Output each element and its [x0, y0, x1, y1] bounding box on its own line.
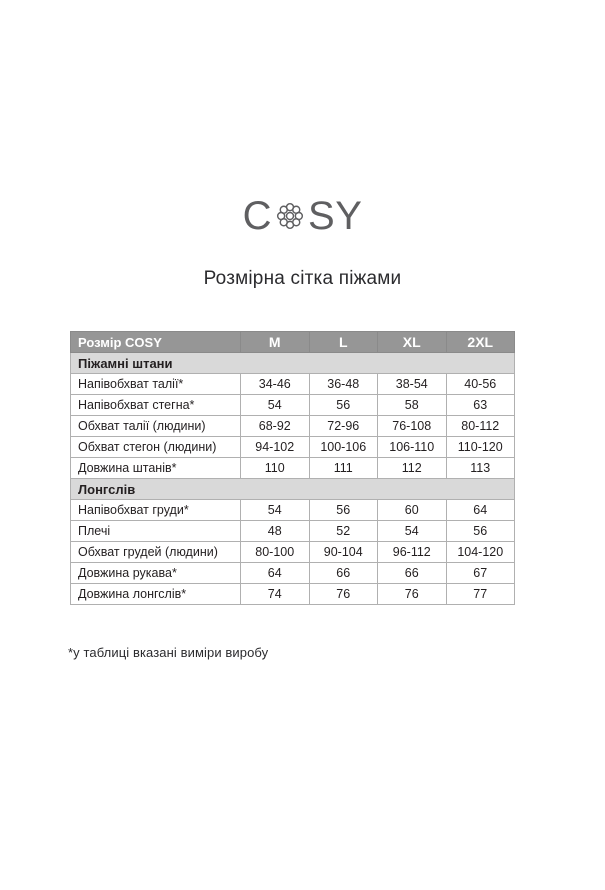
- header-size-xl: XL: [378, 332, 447, 353]
- row-value: 66: [378, 563, 447, 584]
- row-value: 110-120: [446, 437, 515, 458]
- size-table-container: [70, 331, 514, 605]
- row-value: 54: [241, 500, 310, 521]
- row-label: Довжина рукава*: [71, 563, 241, 584]
- size-table: [70, 331, 515, 605]
- row-value: 38-54: [378, 374, 447, 395]
- row-value: 106-110: [378, 437, 447, 458]
- row-value: 63: [446, 395, 515, 416]
- row-value: 54: [378, 521, 447, 542]
- header-label-cell: Розмір COSY: [71, 332, 241, 353]
- table-row: [71, 542, 515, 563]
- row-value: 34-46: [241, 374, 310, 395]
- row-value: 54: [241, 395, 310, 416]
- row-value: 110: [241, 458, 310, 479]
- row-label: Довжина лонгслів*: [71, 584, 241, 605]
- row-label: Обхват стегон (людини): [71, 437, 241, 458]
- row-label: Плечі: [71, 521, 241, 542]
- brand-logo: [0, 196, 605, 236]
- header-size-2xl: 2XL: [446, 332, 515, 353]
- row-value: 64: [241, 563, 310, 584]
- row-label: Обхват талії (людини): [71, 416, 241, 437]
- table-row: [71, 584, 515, 605]
- logo-lockup: [243, 196, 363, 236]
- row-value: 58: [378, 395, 447, 416]
- logo-letters-sy: SY: [308, 194, 363, 238]
- row-value: 36-48: [309, 374, 378, 395]
- row-value: 80-112: [446, 416, 515, 437]
- table-row: [71, 374, 515, 395]
- row-value: 40-56: [446, 374, 515, 395]
- row-value: 112: [378, 458, 447, 479]
- row-label: Напівобхват груди*: [71, 500, 241, 521]
- row-value: 66: [309, 563, 378, 584]
- row-label: Напівобхват стегна*: [71, 395, 241, 416]
- row-value: 74: [241, 584, 310, 605]
- table-row: [71, 395, 515, 416]
- row-label: Напівобхват талії*: [71, 374, 241, 395]
- row-value: 90-104: [309, 542, 378, 563]
- table-row: [71, 458, 515, 479]
- table-row: [71, 500, 515, 521]
- row-value: 76: [309, 584, 378, 605]
- table-row: [71, 416, 515, 437]
- table-row: [71, 521, 515, 542]
- row-value: 67: [446, 563, 515, 584]
- row-value: 72-96: [309, 416, 378, 437]
- flower-rosette-icon: [273, 199, 307, 233]
- row-value: 64: [446, 500, 515, 521]
- row-value: 80-100: [241, 542, 310, 563]
- row-value: 56: [309, 500, 378, 521]
- row-value: 104-120: [446, 542, 515, 563]
- row-value: 113: [446, 458, 515, 479]
- size-table-body: [71, 353, 515, 605]
- table-row: [71, 563, 515, 584]
- table-footnote: *у таблиці вказані виміри виробу: [68, 645, 269, 660]
- row-label: Довжина штанів*: [71, 458, 241, 479]
- row-value: 111: [309, 458, 378, 479]
- row-value: 76: [378, 584, 447, 605]
- section-title-longsleeve: Лонгслів: [71, 479, 515, 500]
- row-value: 100-106: [309, 437, 378, 458]
- row-value: 94-102: [241, 437, 310, 458]
- row-label: Обхват грудей (людини): [71, 542, 241, 563]
- logo-letter-c: C: [242, 194, 273, 238]
- section-title-pants: Піжамні штани: [71, 353, 515, 374]
- table-header-row: [71, 332, 515, 353]
- row-value: 96-112: [378, 542, 447, 563]
- header-size-l: L: [309, 332, 378, 353]
- row-value: 48: [241, 521, 310, 542]
- row-value: 68-92: [241, 416, 310, 437]
- row-value: 56: [446, 521, 515, 542]
- row-value: 52: [309, 521, 378, 542]
- row-value: 76-108: [378, 416, 447, 437]
- section-header-row: [71, 479, 515, 500]
- page-title: Розмірна сітка піжами: [203, 268, 402, 289]
- table-row: [71, 437, 515, 458]
- row-value: 77: [446, 584, 515, 605]
- row-value: 56: [309, 395, 378, 416]
- section-header-row: [71, 353, 515, 374]
- header-size-m: M: [241, 332, 310, 353]
- row-value: 60: [378, 500, 447, 521]
